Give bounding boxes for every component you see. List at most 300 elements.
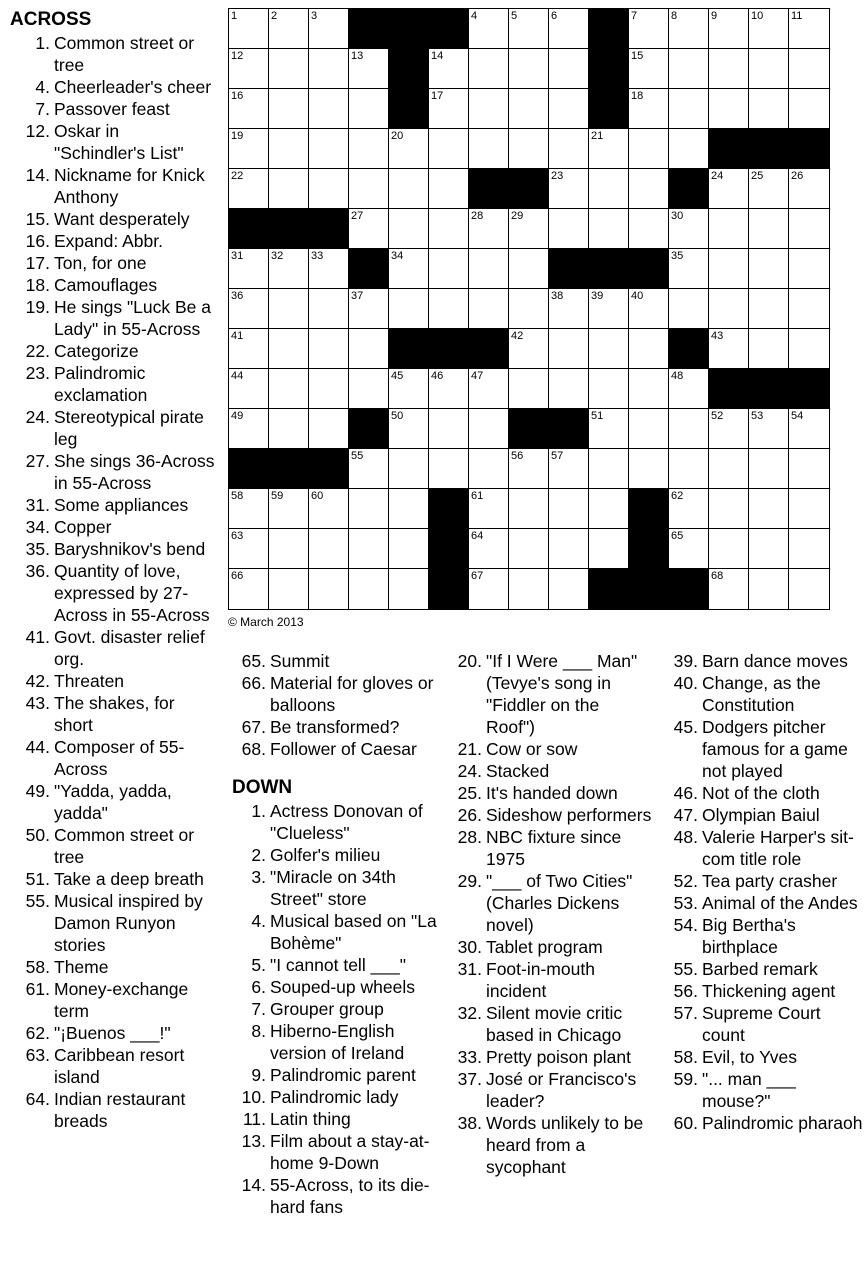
grid-cell[interactable] xyxy=(469,409,509,449)
across-clue[interactable] xyxy=(10,32,215,76)
across-clue[interactable] xyxy=(10,780,215,824)
grid-cell[interactable] xyxy=(269,9,309,49)
grid-cell[interactable] xyxy=(389,409,429,449)
cell-number: 13 xyxy=(351,50,364,62)
across-clue[interactable] xyxy=(10,736,215,780)
cell-number: 38 xyxy=(551,290,564,302)
down-clue[interactable] xyxy=(664,782,864,804)
grid-cell[interactable] xyxy=(669,89,709,129)
grid-cell[interactable] xyxy=(749,209,789,249)
black-square xyxy=(589,9,629,49)
grid-cell[interactable] xyxy=(589,409,629,449)
grid-cell[interactable] xyxy=(229,489,269,529)
grid-cell[interactable] xyxy=(229,289,269,329)
crossword-grid xyxy=(228,8,830,610)
down-clue[interactable] xyxy=(232,866,437,910)
grid-cell[interactable] xyxy=(509,449,549,489)
clue-number: 34. xyxy=(25,517,50,537)
grid-cell[interactable] xyxy=(789,209,829,249)
grid-cell[interactable] xyxy=(269,249,309,289)
grid-cell[interactable] xyxy=(429,369,469,409)
grid-cell[interactable] xyxy=(549,89,589,129)
down-clue[interactable] xyxy=(232,1174,437,1218)
across-clue[interactable] xyxy=(10,296,215,340)
grid-cell[interactable] xyxy=(709,289,749,329)
grid-cell[interactable] xyxy=(509,9,549,49)
grid-cell[interactable] xyxy=(229,369,269,409)
grid-cell[interactable] xyxy=(589,129,629,169)
grid-cell[interactable] xyxy=(509,49,549,89)
cell-number: 12 xyxy=(231,50,244,62)
grid-cell[interactable] xyxy=(349,489,389,529)
grid-cell[interactable] xyxy=(509,329,549,369)
grid-cell[interactable] xyxy=(709,209,749,249)
grid-cell[interactable] xyxy=(509,569,549,609)
cell-number: 21 xyxy=(591,130,604,142)
grid-cell[interactable] xyxy=(629,169,669,209)
grid-cell[interactable] xyxy=(429,249,469,289)
grid-cell[interactable] xyxy=(269,49,309,89)
across-clue[interactable] xyxy=(10,978,215,1022)
grid-cell[interactable] xyxy=(749,569,789,609)
clue-text: Summit xyxy=(270,651,330,671)
grid-cell[interactable] xyxy=(629,49,669,89)
across-clue[interactable] xyxy=(10,208,215,230)
grid-cell[interactable] xyxy=(469,89,509,129)
grid-cell[interactable] xyxy=(269,569,309,609)
clue-number: 32. xyxy=(457,1003,482,1023)
down-clue[interactable] xyxy=(448,1112,653,1178)
down-clue[interactable] xyxy=(232,1064,437,1086)
grid-cell[interactable] xyxy=(269,489,309,529)
across-clue[interactable] xyxy=(10,692,215,736)
grid-cell[interactable] xyxy=(669,249,709,289)
grid-cell[interactable] xyxy=(429,89,469,129)
grid-cell[interactable] xyxy=(629,449,669,489)
grid-cell[interactable] xyxy=(349,89,389,129)
grid-cell[interactable] xyxy=(389,129,429,169)
grid-cell[interactable] xyxy=(669,369,709,409)
grid-cell[interactable] xyxy=(549,49,589,89)
grid-cell[interactable] xyxy=(269,329,309,369)
clue-text: Words unlikely to be heard from a sycophant xyxy=(486,1113,644,1177)
clue-text: Not of the cloth xyxy=(702,783,820,803)
clue-text: Tablet program xyxy=(486,937,603,957)
grid-cell[interactable] xyxy=(349,129,389,169)
grid-cell[interactable] xyxy=(389,489,429,529)
grid-cell[interactable] xyxy=(469,449,509,489)
grid-cell[interactable] xyxy=(389,369,429,409)
grid-cell[interactable] xyxy=(709,409,749,449)
across-clue[interactable] xyxy=(10,252,215,274)
down-clue[interactable] xyxy=(664,716,864,782)
grid-cell[interactable] xyxy=(429,209,469,249)
across-clue[interactable] xyxy=(232,738,437,760)
across-clue[interactable] xyxy=(10,538,215,560)
grid-cell[interactable] xyxy=(389,569,429,609)
across-clue[interactable] xyxy=(10,516,215,538)
black-square xyxy=(429,529,469,569)
grid-cell[interactable] xyxy=(549,289,589,329)
grid-cell[interactable] xyxy=(229,329,269,369)
grid-cell[interactable] xyxy=(309,49,349,89)
grid-cell[interactable] xyxy=(749,249,789,289)
grid-cell[interactable] xyxy=(629,289,669,329)
grid-cell[interactable] xyxy=(269,369,309,409)
grid-cell[interactable] xyxy=(469,49,509,89)
cell-number: 56 xyxy=(511,450,524,462)
down-clue[interactable] xyxy=(232,976,437,998)
grid-cell[interactable] xyxy=(469,209,509,249)
across-clue[interactable] xyxy=(10,560,215,626)
down-clue[interactable] xyxy=(664,1002,864,1046)
grid-cell[interactable] xyxy=(669,49,709,89)
grid-cell[interactable] xyxy=(309,129,349,169)
cell-number: 30 xyxy=(671,210,684,222)
cell-number: 10 xyxy=(751,10,764,22)
grid-cell[interactable] xyxy=(789,449,829,489)
black-square xyxy=(789,369,829,409)
across-clue[interactable] xyxy=(10,406,215,450)
down-clue[interactable] xyxy=(664,870,864,892)
grid-cell[interactable] xyxy=(749,529,789,569)
across-clue[interactable] xyxy=(232,716,437,738)
cell-number: 62 xyxy=(671,490,684,502)
clue-text: Silent movie critic based in Chicago xyxy=(486,1003,623,1045)
grid-cell[interactable] xyxy=(629,129,669,169)
grid-cell[interactable] xyxy=(309,569,349,609)
grid-cell[interactable] xyxy=(469,369,509,409)
down-clue[interactable] xyxy=(448,738,653,760)
down-clue[interactable] xyxy=(232,1086,437,1108)
across-clue[interactable] xyxy=(10,120,215,164)
grid-cell[interactable] xyxy=(549,529,589,569)
grid-cell[interactable] xyxy=(509,249,549,289)
grid-cell[interactable] xyxy=(549,569,589,609)
across-clue[interactable] xyxy=(10,450,215,494)
down-clue[interactable] xyxy=(664,1046,864,1068)
grid-cell[interactable] xyxy=(789,9,829,49)
across-clue[interactable] xyxy=(232,672,437,716)
grid-cell[interactable] xyxy=(349,449,389,489)
grid-cell[interactable] xyxy=(749,89,789,129)
cell-number: 8 xyxy=(671,10,678,22)
down-clue[interactable] xyxy=(232,910,437,954)
grid-cell[interactable] xyxy=(669,289,709,329)
clue-number: 22. xyxy=(25,341,50,361)
across-clue[interactable] xyxy=(10,230,215,252)
down-clue[interactable] xyxy=(448,650,653,738)
grid-cell[interactable] xyxy=(509,369,549,409)
grid-cell[interactable] xyxy=(749,409,789,449)
cell-number: 47 xyxy=(471,370,484,382)
cell-number: 58 xyxy=(231,490,244,502)
grid-cell[interactable] xyxy=(589,369,629,409)
grid-cell[interactable] xyxy=(789,49,829,89)
grid-cell[interactable] xyxy=(549,369,589,409)
black-square xyxy=(589,249,629,289)
grid-cell[interactable] xyxy=(429,129,469,169)
grid-cell[interactable] xyxy=(749,9,789,49)
down-clue[interactable] xyxy=(232,1130,437,1174)
grid-cell[interactable] xyxy=(389,449,429,489)
clue-number: 16. xyxy=(25,231,50,251)
grid-cell[interactable] xyxy=(469,9,509,49)
grid-cell[interactable] xyxy=(629,9,669,49)
across-clue[interactable] xyxy=(10,98,215,120)
grid-cell[interactable] xyxy=(549,209,589,249)
down-clue[interactable] xyxy=(448,870,653,936)
down-clue[interactable] xyxy=(232,998,437,1020)
grid-cell[interactable] xyxy=(269,169,309,209)
grid-cell[interactable] xyxy=(229,169,269,209)
grid-cell[interactable] xyxy=(709,449,749,489)
grid-cell[interactable] xyxy=(749,329,789,369)
down-clue[interactable] xyxy=(448,826,653,870)
grid-cell[interactable] xyxy=(509,489,549,529)
grid-cell[interactable] xyxy=(349,49,389,89)
down-clue[interactable] xyxy=(448,958,653,1002)
grid-cell[interactable] xyxy=(229,529,269,569)
grid-cell[interactable] xyxy=(229,89,269,129)
down-clue[interactable] xyxy=(232,800,437,844)
grid-cell[interactable] xyxy=(789,249,829,289)
across-clue[interactable] xyxy=(10,824,215,868)
grid-cell[interactable] xyxy=(549,169,589,209)
grid-cell[interactable] xyxy=(669,209,709,249)
grid-cell[interactable] xyxy=(349,169,389,209)
grid-cell[interactable] xyxy=(629,409,669,449)
cell-number: 64 xyxy=(471,530,484,542)
grid-cell[interactable] xyxy=(709,89,749,129)
across-clue[interactable] xyxy=(10,868,215,890)
grid-cell[interactable] xyxy=(749,489,789,529)
grid-cell[interactable] xyxy=(589,169,629,209)
grid-cell[interactable] xyxy=(549,489,589,529)
across-clue[interactable] xyxy=(10,274,215,296)
grid-cell[interactable] xyxy=(789,89,829,129)
clue-number: 13. xyxy=(241,1131,266,1151)
grid-cell[interactable] xyxy=(709,249,749,289)
grid-cell[interactable] xyxy=(709,529,749,569)
grid-cell[interactable] xyxy=(309,369,349,409)
clue-text: Cheerleader's cheer xyxy=(54,77,212,97)
grid-cell[interactable] xyxy=(589,489,629,529)
down-clue[interactable] xyxy=(664,672,864,716)
grid-cell[interactable] xyxy=(709,49,749,89)
grid-cell[interactable] xyxy=(469,249,509,289)
grid-cell[interactable] xyxy=(749,449,789,489)
down-clue[interactable] xyxy=(664,958,864,980)
across-clue[interactable] xyxy=(10,362,215,406)
grid-cell[interactable] xyxy=(349,289,389,329)
down-clue[interactable] xyxy=(448,1002,653,1046)
down-clue[interactable] xyxy=(448,936,653,958)
clue-text: Actress Donovan of "Clueless" xyxy=(270,801,423,843)
grid-cell[interactable] xyxy=(349,529,389,569)
grid-cell[interactable] xyxy=(429,289,469,329)
cell-number: 68 xyxy=(711,570,724,582)
grid-cell[interactable] xyxy=(709,489,749,529)
grid-cell[interactable] xyxy=(629,209,669,249)
down-clue[interactable] xyxy=(232,954,437,976)
grid-cell[interactable] xyxy=(389,289,429,329)
grid-cell[interactable] xyxy=(629,89,669,129)
grid-cell[interactable] xyxy=(589,209,629,249)
down-clue[interactable] xyxy=(664,804,864,826)
grid-cell[interactable] xyxy=(389,529,429,569)
grid-cell[interactable] xyxy=(309,9,349,49)
down-clue[interactable] xyxy=(664,1112,864,1134)
grid-cell[interactable] xyxy=(229,409,269,449)
clue-number: 48. xyxy=(673,827,698,847)
grid-cell[interactable] xyxy=(429,449,469,489)
down-clue[interactable] xyxy=(664,826,864,870)
down-clue[interactable] xyxy=(232,1020,437,1064)
grid-cell[interactable] xyxy=(309,329,349,369)
grid-cell[interactable] xyxy=(509,529,549,569)
across-clue[interactable] xyxy=(10,340,215,362)
grid-cell[interactable] xyxy=(389,249,429,289)
cell-number: 3 xyxy=(311,10,318,22)
clue-text: Evil, to Yves xyxy=(702,1047,798,1067)
grid-cell[interactable] xyxy=(669,449,709,489)
grid-cell[interactable] xyxy=(669,129,709,169)
grid-cell[interactable] xyxy=(589,449,629,489)
across-clue[interactable] xyxy=(10,494,215,516)
across-clue[interactable] xyxy=(10,1022,215,1044)
down-clue[interactable] xyxy=(664,892,864,914)
grid-cell[interactable] xyxy=(309,89,349,129)
grid-cell[interactable] xyxy=(629,329,669,369)
grid-cell[interactable] xyxy=(509,129,549,169)
cell-number: 33 xyxy=(311,250,324,262)
down-clue[interactable] xyxy=(448,804,653,826)
down-clue[interactable] xyxy=(664,650,864,672)
grid-cell[interactable] xyxy=(429,49,469,89)
clue-text: Golfer's milieu xyxy=(270,845,381,865)
grid-cell[interactable] xyxy=(549,329,589,369)
grid-cell[interactable] xyxy=(309,289,349,329)
grid-cell[interactable] xyxy=(469,129,509,169)
grid-cell[interactable] xyxy=(669,529,709,569)
grid-cell[interactable] xyxy=(709,169,749,209)
grid-cell[interactable] xyxy=(589,289,629,329)
down-clue[interactable] xyxy=(232,844,437,866)
down-clue[interactable] xyxy=(232,1108,437,1130)
grid-cell[interactable] xyxy=(789,169,829,209)
grid-cell[interactable] xyxy=(309,169,349,209)
grid-cell[interactable] xyxy=(589,529,629,569)
grid-cell[interactable] xyxy=(709,329,749,369)
grid-cell[interactable] xyxy=(589,329,629,369)
grid-cell[interactable] xyxy=(269,89,309,129)
grid-cell[interactable] xyxy=(309,529,349,569)
grid-cell[interactable] xyxy=(429,409,469,449)
down-clue[interactable] xyxy=(448,1046,653,1068)
across-clue[interactable] xyxy=(10,164,215,208)
across-clue[interactable] xyxy=(10,76,215,98)
cell-number: 4 xyxy=(471,10,478,22)
down-clue[interactable] xyxy=(448,1068,653,1112)
grid-cell[interactable] xyxy=(309,409,349,449)
down-clue[interactable] xyxy=(448,782,653,804)
grid-cell[interactable] xyxy=(789,569,829,609)
grid-cell[interactable] xyxy=(389,209,429,249)
grid-cell[interactable] xyxy=(749,169,789,209)
grid-cell[interactable] xyxy=(789,489,829,529)
grid-cell[interactable] xyxy=(789,409,829,449)
grid-cell[interactable] xyxy=(229,49,269,89)
grid-cell[interactable] xyxy=(549,449,589,489)
grid-cell[interactable] xyxy=(509,209,549,249)
grid-cell[interactable] xyxy=(709,9,749,49)
grid-cell[interactable] xyxy=(509,89,549,129)
grid-cell[interactable] xyxy=(269,289,309,329)
across-clue[interactable] xyxy=(10,956,215,978)
black-square xyxy=(669,569,709,609)
cell-number: 49 xyxy=(231,410,244,422)
black-square xyxy=(589,89,629,129)
grid-cell[interactable] xyxy=(229,249,269,289)
grid-cell[interactable] xyxy=(469,289,509,329)
across-clue[interactable] xyxy=(10,1088,215,1132)
grid-cell[interactable] xyxy=(269,129,309,169)
down-clue[interactable] xyxy=(664,914,864,958)
grid-cell[interactable] xyxy=(669,409,709,449)
grid-cell[interactable] xyxy=(269,409,309,449)
grid-cell[interactable] xyxy=(749,49,789,89)
grid-cell[interactable] xyxy=(669,9,709,49)
across-clue[interactable] xyxy=(10,1044,215,1088)
grid-cell[interactable] xyxy=(669,489,709,529)
grid-cell[interactable] xyxy=(789,289,829,329)
grid-cell[interactable] xyxy=(469,569,509,609)
down-clue[interactable] xyxy=(664,1068,864,1112)
grid-cell[interactable] xyxy=(349,369,389,409)
across-clue[interactable] xyxy=(10,670,215,692)
grid-cell[interactable] xyxy=(709,569,749,609)
clue-number: 51. xyxy=(25,869,50,889)
grid-cell[interactable] xyxy=(469,529,509,569)
grid-cell[interactable] xyxy=(429,169,469,209)
grid-cell[interactable] xyxy=(229,569,269,609)
grid-cell[interactable] xyxy=(469,489,509,529)
grid-cell[interactable] xyxy=(549,129,589,169)
grid-cell[interactable] xyxy=(349,329,389,369)
grid-cell[interactable] xyxy=(389,169,429,209)
grid-cell[interactable] xyxy=(789,329,829,369)
clue-number: 31. xyxy=(25,495,50,515)
grid-cell[interactable] xyxy=(269,529,309,569)
grid-cell[interactable] xyxy=(349,209,389,249)
grid-cell[interactable] xyxy=(229,9,269,49)
across-clue[interactable] xyxy=(10,890,215,956)
grid-cell[interactable] xyxy=(229,129,269,169)
down-clue[interactable] xyxy=(448,760,653,782)
grid-cell[interactable] xyxy=(749,289,789,329)
grid-cell[interactable] xyxy=(789,529,829,569)
grid-cell[interactable] xyxy=(549,9,589,49)
grid-cell[interactable] xyxy=(309,489,349,529)
grid-cell[interactable] xyxy=(309,249,349,289)
across-clue[interactable] xyxy=(10,626,215,670)
across-clue[interactable] xyxy=(232,650,437,672)
grid-cell[interactable] xyxy=(509,289,549,329)
down-clue[interactable] xyxy=(664,980,864,1002)
grid-cell[interactable] xyxy=(349,569,389,609)
grid-cell[interactable] xyxy=(629,369,669,409)
